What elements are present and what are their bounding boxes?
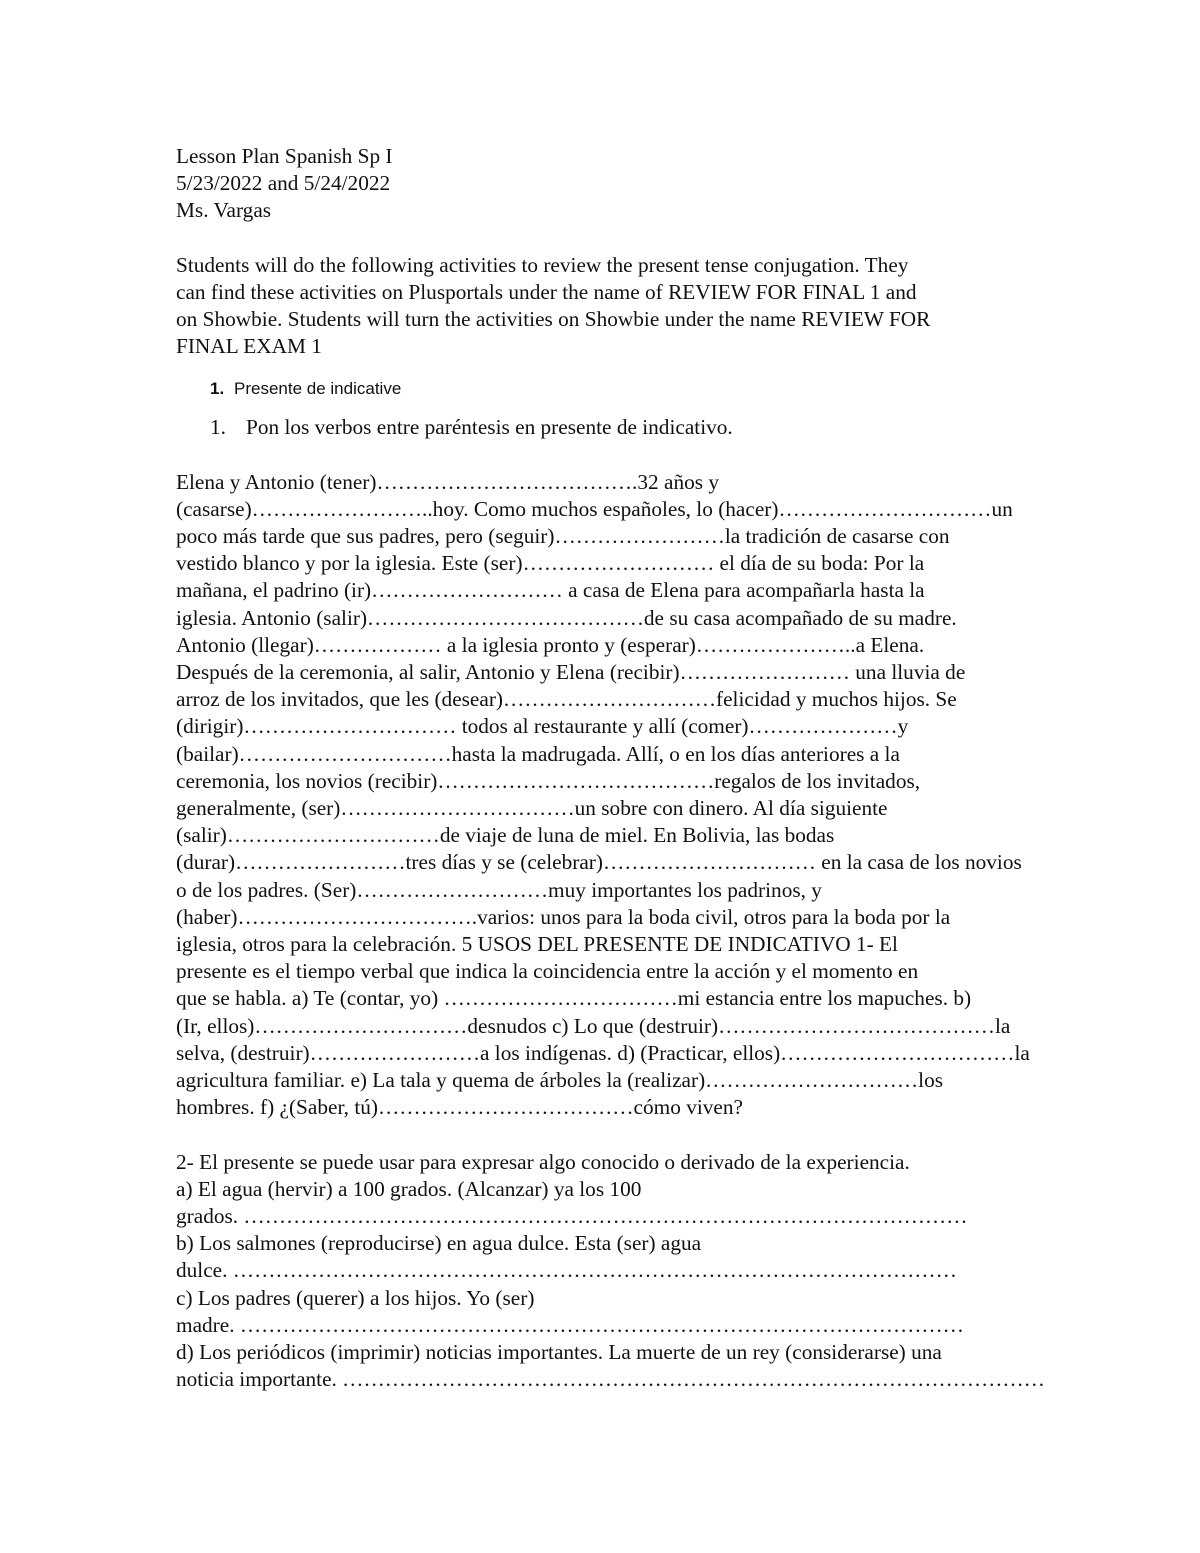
exercise-line: vestido blanco y por la iglesia. Este (ser)……………………… el día de su boda: Por la: [176, 551, 925, 576]
exercise-line: presente es el tiempo verbal que indica la coincidencia entre la acción y el momento en: [176, 959, 919, 984]
exercise-line: que se habla. a) Te (contar, yo) ……………………………mi estancia entre los mapuches. b): [176, 986, 972, 1011]
section-heading: [176, 378, 1036, 400]
part2-line: d) Los periódicos (imprimir) noticias importantes. La muerte de un rey (considerarse) una: [176, 1339, 942, 1364]
part2-line: madre. …………………………………………………………………………………………: [176, 1312, 964, 1337]
intro-line: FINAL EXAM 1: [176, 334, 322, 359]
part2-line: dulce. …………………………………………………………………………………………: [176, 1258, 957, 1283]
exercise-line: poco más tarde que sus padres, pero (seguir)……………………la tradición de casarse con: [176, 524, 950, 549]
instruction-text: Pon los verbos entre paréntesis en presente de indicativo.: [246, 415, 733, 440]
exercise-line: generalmente, (ser)……………………………un sobre con dinero. Al día siguiente: [176, 796, 888, 821]
part2-paragraph: [176, 1149, 1045, 1394]
exercise-line: Elena y Antonio (tener)……………………………….32 años y: [176, 469, 719, 494]
exercise-paragraph: [176, 469, 1036, 1122]
exercise-line: hombres. f) ¿(Saber, tú)………………………………cómo viven?: [176, 1095, 743, 1120]
exercise-line: selva, (destruir)……………………a los indígenas. d) (Practicar, ellos)……………………………la: [176, 1040, 1030, 1065]
exercise-line: iglesia. Antonio (salir)…………………………………de su casa acompañado de su madre.: [176, 605, 957, 630]
exercise-line: Antonio (llegar)……………… a la iglesia pronto y (esperar)…………………..a Elena.: [176, 632, 925, 657]
exercise-line: o de los padres. (Ser)………………………muy importantes los padrinos, y: [176, 877, 822, 902]
intro-line: on Showbie. Students will turn the activities on Showbie under the name REVIEW FOR: [176, 307, 931, 332]
spacer: [176, 442, 1036, 469]
spacer: [176, 225, 1036, 252]
exercise-line: mañana, el padrino (ir)……………………… a casa de Elena para acompañarla hasta la: [176, 578, 925, 603]
part2-line: a) El agua (hervir) a 100 grados. (Alcanzar) ya los 100: [176, 1176, 642, 1201]
exercise-line: Después de la ceremonia, al salir, Antonio y Elena (recibir)…………………… una lluvia de: [176, 660, 966, 685]
exercise-line: (durar)……………………tres días y se (celebrar)………………………… en la casa de los novios: [176, 850, 1022, 875]
exercise-line: iglesia, otros para la celebración. 5 USOS DEL PRESENTE DE INDICATIVO 1- El: [176, 932, 898, 957]
intro-line: Students will do the following activities to review the present tense conjugation. They: [176, 252, 909, 277]
part2-line: c) Los padres (querer) a los hijos. Yo (ser): [176, 1285, 535, 1310]
part2-line: 2- El presente se puede usar para expresar algo conocido o derivado de la experiencia.: [176, 1149, 910, 1174]
part2-line: b) Los salmones (reproducirse) en agua dulce. Esta (ser) agua: [176, 1231, 702, 1256]
exercise-line: arroz de los invitados, que les (desear)…………………………felicidad y muchos hijos. Se: [176, 687, 957, 712]
exercise-line: (Ir, ellos)…………………………desnudos c) Lo que (destruir)…………………………………la: [176, 1013, 1011, 1038]
instruction-number: 1.: [210, 415, 226, 440]
exercise-line: (dirigir)………………………… todos al restaurante y allí (comer)…………………y: [176, 714, 909, 739]
section-heading-number: 1.: [210, 379, 225, 399]
section-heading-text: Presente de indicative: [234, 379, 402, 399]
exercise-line: agricultura familiar. e) La tala y quema de árboles la (realizar)…………………………los: [176, 1068, 943, 1093]
exercise-line: ceremonia, los novios (recibir)…………………………………regalos de los invitados,: [176, 768, 921, 793]
exercise-line: (salir)…………………………de viaje de luna de miel. En Bolivia, las bodas: [176, 823, 835, 848]
exercise-line: (casarse)……………………..hoy. Como muchos españoles, lo (hacer)…………………………un: [176, 496, 1013, 521]
document-page: [176, 143, 1045, 1393]
spacer: [176, 1122, 1036, 1149]
doc-title: Lesson Plan Spanish Sp I: [176, 144, 393, 168]
exercise-line: (bailar)…………………………hasta la madrugada. Allí, o en los días anteriores a la: [176, 741, 900, 766]
part2-line: grados. …………………………………………………………………………………………: [176, 1203, 968, 1228]
intro-line: can find these activities on Plusportals under the name of REVIEW FOR FINAL 1 and: [176, 279, 917, 304]
doc-teacher: Ms. Vargas: [176, 198, 272, 223]
doc-dates: 5/23/2022 and 5/24/2022: [176, 171, 391, 196]
instruction: [176, 414, 1036, 441]
exercise-line: (haber)…………………………….varios: unos para la boda civil, otros para la boda por la: [176, 904, 951, 929]
part2-line: noticia importante. ………………………………………………………………………………………: [176, 1367, 1045, 1392]
